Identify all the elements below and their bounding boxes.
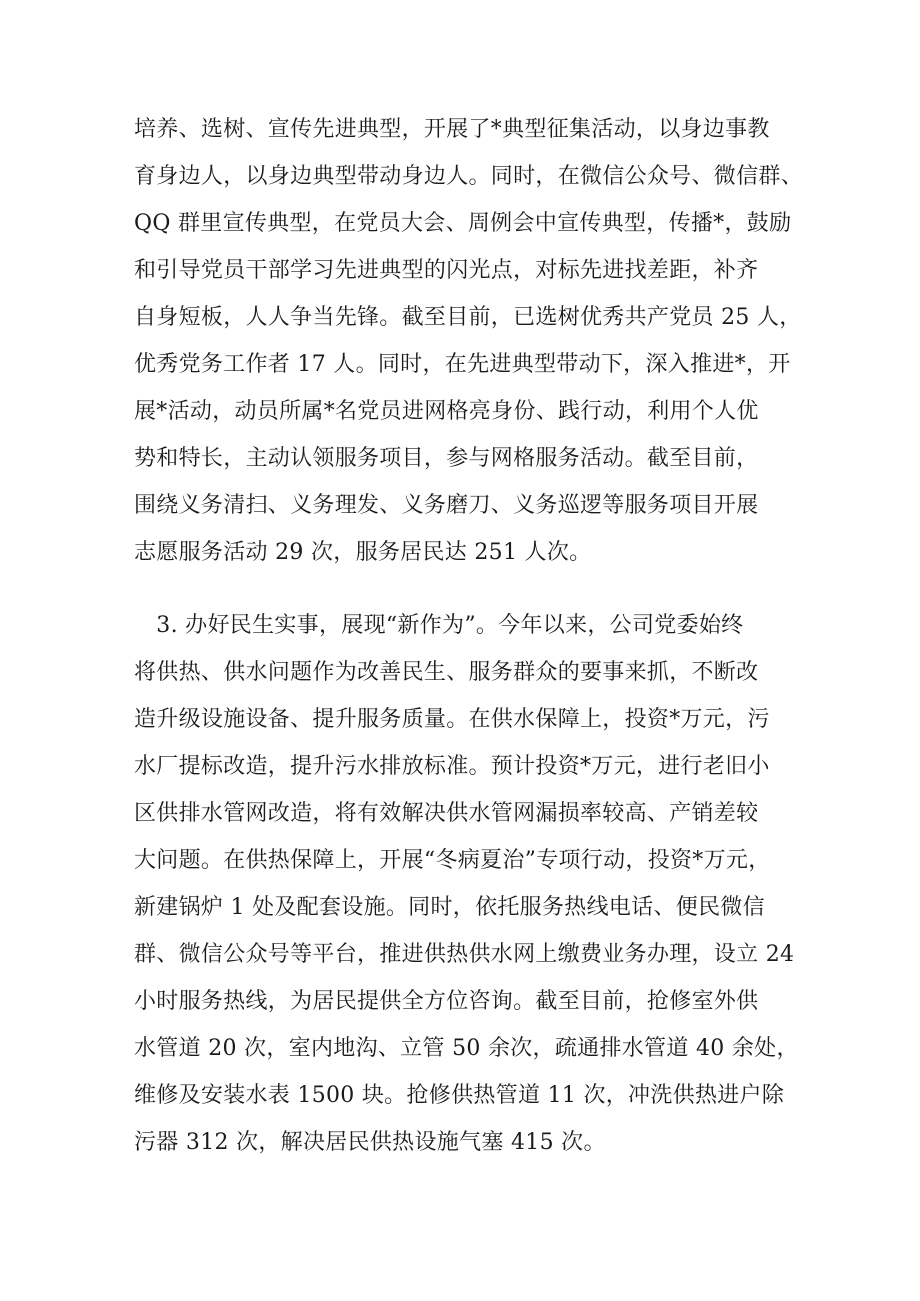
- text-line: QQ 群里宣传典型，在党员大会、周例会中宣传典型，传播*，鼓励: [134, 211, 792, 236]
- text-line: 水厂提标改造，提升污水排放标准。预计投资*万元，进行老旧小: [134, 754, 770, 779]
- text-line: 新建锅炉 1 处及配套设施。同时，依托服务热线电话、便民微信: [134, 895, 765, 920]
- text-line: 造升级设施设备、提升服务质量。在供水保障上，投资*万元，污: [134, 707, 770, 732]
- text-line: 围绕义务清扫、义务理发、义务磨刀、义务巡逻等服务项目开展: [134, 493, 759, 518]
- text-line: 和引导党员干部学习先进典型的闪光点，对标先进找差距，补齐: [134, 258, 759, 283]
- text-line: 3. 办好民生实事，展现“新作为”。今年以来，公司党委始终: [134, 613, 744, 638]
- text-line: 污器 312 次，解决居民供热设施气塞 415 次。: [134, 1130, 606, 1155]
- paragraph-advanced-models: [134, 106, 803, 576]
- text-line: 维修及安装水表 1500 块。抢修供热管道 11 次，冲洗供热进户除: [134, 1083, 785, 1108]
- text-line: 群、微信公众号等平台，推进供热供水网上缴费业务办理，设立 24: [134, 942, 795, 967]
- text-line: 展*活动，动员所属*名党员进网格亮身份、践行动，利用个人优: [134, 399, 759, 424]
- text-line: 育身边人，以身边典型带动身边人。同时，在微信公众号、微信群、: [134, 164, 804, 189]
- text-line: 培养、选树、宣传先进典型，开展了*典型征集活动，以身边事教: [134, 117, 770, 142]
- text-line: 水管道 20 次，室内地沟、立管 50 余次，疏通排水管道 40 余处，: [134, 1036, 799, 1061]
- text-line: 小时服务热线，为居民提供全方位咨询。截至目前，抢修室外供: [134, 989, 759, 1014]
- text-line: 区供排水管网改造，将有效解决供水管网漏损率较高、产销差较: [134, 801, 759, 826]
- paragraph-livelihood-projects: [134, 602, 799, 1166]
- text-line: 势和特长，主动认领服务项目，参与网格服务活动。截至目前，: [134, 446, 759, 471]
- text-line: 优秀党务工作者 17 人。同时，在先进典型带动下，深入推进*，开: [134, 352, 791, 377]
- text-line: 大问题。在供热保障上，开展“冬病夏治”专项行动，投资*万元，: [134, 848, 771, 873]
- text-line: 志愿服务活动 29 次，服务居民达 251 人次。: [134, 540, 592, 565]
- text-line: 自身短板，人人争当先锋。截至目前，已选树优秀共产党员 25 人，: [134, 305, 802, 330]
- text-line: 将供热、供水问题作为改善民生、服务群众的要事来抓，不断改: [134, 660, 759, 685]
